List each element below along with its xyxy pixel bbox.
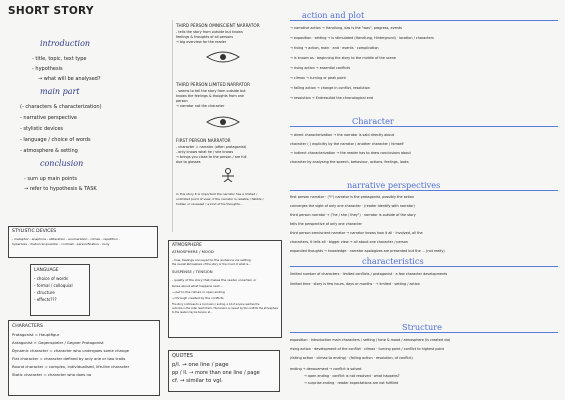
conclusion-heading: conclusion	[40, 159, 84, 168]
narrative-header	[290, 180, 558, 191]
third-omniscient-title: THIRD PERSON OMNISCIENT NARRATOR	[176, 23, 260, 28]
language-item: - effects???	[34, 297, 57, 302]
first-person-title: FIRST PERSON NARRATOR	[176, 138, 231, 143]
narrator-line: - seems to tell the story from outside but	[176, 89, 246, 93]
character-list	[290, 133, 560, 175]
action-line: → is known as · beginning the story to the middle of the scene	[290, 56, 396, 60]
atmosphere-box	[168, 240, 282, 338]
intro-heading: introduction	[40, 39, 91, 48]
quotes-line: p/l. → one line / page	[172, 362, 229, 368]
characteristics-header	[290, 256, 558, 267]
character-line: → direct characterization → the narrator is said directly about	[290, 133, 395, 137]
narrator-line: knows the feelings & thoughts from one	[176, 94, 245, 98]
character-heading: Character	[352, 116, 394, 126]
characters-line: Protagonist = Hauptfigur	[12, 332, 60, 337]
narrator-line: feelings & thoughts of all persons	[176, 35, 234, 39]
characters-line: Round character = complex, individualised, life-like character	[12, 364, 130, 369]
action-line: → rising → action, main · and · events · complication	[290, 46, 379, 50]
stylistic-line: - metaphor - anaphora - alliteration - enumeration - climax - repetition -	[12, 237, 120, 241]
main-item: - stylistic devices	[20, 126, 64, 132]
structure-of-analysis-box	[8, 22, 153, 222]
action-plot-heading: action and plot	[302, 10, 365, 20]
narrator-note: unlimited point of view, if the narrator is reliable / fallible /	[176, 197, 264, 201]
narrator-note: hidden or revealed / a kind of his thoughts...	[176, 202, 243, 206]
characters-line: Antagonist = Gegenspieler / Gegner Protagonist	[12, 340, 104, 345]
narrative-line: tells the perspective of only one character	[290, 222, 362, 226]
structure-line: → open ending · conflict is not resolved · what happens?	[304, 374, 400, 378]
narrator-line: due to glasses	[176, 160, 201, 164]
main-item: - narrative perspective	[20, 115, 77, 121]
character-line: character ( ) explicitly by the narrator / another character / himself	[290, 142, 404, 146]
narrative-heading: narrative perspectives	[347, 180, 441, 190]
main-item: - atmosphere & setting	[20, 148, 78, 154]
narrative-line: third person narrator → ("he / she / they") · narrator is outside of the story	[290, 213, 416, 217]
narrator-line: → narrator not the character	[176, 104, 225, 108]
language-item: - structure	[34, 290, 55, 295]
quotes-line: pp / ll. → more than one line / page	[172, 370, 260, 376]
structure-line: rising action · development of the conflict · climax · turning point / conflict to highest point	[290, 347, 444, 351]
characteristics-heading: characteristics	[362, 256, 424, 266]
action-line: → falling action → change in conflict, resolution	[290, 86, 370, 90]
characters-line: Static character = character who does no	[12, 372, 92, 377]
action-line: → resolution → Endresultat the chronological end	[290, 96, 374, 100]
atmosphere-line: the overall atmosphere of the story or the mood of what is...	[172, 263, 251, 266]
atmosphere-line: - quality of the story that makes the reader uncertain or	[172, 278, 257, 282]
stick-figure-icon	[213, 168, 243, 182]
characteristics-list	[290, 272, 560, 294]
narrator-line: - tells the story from outside but knows	[176, 30, 243, 34]
action-line: → narrative action → Handlung, das is the "was", progress, events	[290, 26, 402, 30]
intro-item: → what will be analysed?	[38, 76, 101, 82]
atmosphere-line: tense about what happens next...	[172, 284, 223, 288]
action-plot-header	[290, 10, 558, 21]
language-heading: LANGUAGE	[34, 268, 59, 273]
atmosphere-sub: ATMOSPHERE / MOOD	[172, 249, 214, 254]
characters-line: Dynamic character = character who undergoes some change	[12, 348, 129, 353]
stylistic-devices-box	[8, 226, 158, 258]
narrative-line: characters, it tells all · bigger view → all about one character / person	[290, 240, 409, 244]
quotes-line: cf. → similar to vgl.	[172, 378, 223, 384]
structure-line: exposition · introduction main characters / setting / tone & mood / atmosphere (is created via)	[290, 338, 451, 342]
narrative-line: expanded thoughts → knowledge · narrator apologizes are presented but the ... (not really)	[290, 249, 445, 253]
action-line: → rising action → essential conflicts	[290, 66, 351, 70]
narrative-line: third person omniscient narrator → narrator knows how it all · involved, all the	[290, 231, 423, 235]
atmosphere-line: → through created by the conflicts	[172, 296, 224, 300]
character-line: character by analysing the speech, behaviour, actions, feelings, looks	[290, 160, 409, 164]
language-box	[30, 264, 90, 316]
atmosphere-line: The story continues to a conclusion / ending, a lot of anyone reaches the	[172, 303, 260, 306]
page-title: SHORT STORY	[8, 5, 94, 17]
main-item: (- characters & characterization)	[20, 104, 102, 110]
atmosphere-line: → put to the climax or open ending	[172, 290, 225, 294]
narrator-note: In this story it is important the narrator has a limited /	[176, 192, 258, 196]
structure-line: ending → denouement → conflict is solved	[290, 367, 362, 371]
structure-line: → surprise ending · reader expectations are not fulfilled	[304, 381, 399, 385]
characteristics-line: limited time · story is few hours, days or months · → limited · setting / action	[290, 282, 420, 286]
eye-icon	[203, 115, 243, 129]
narrator-line: → big overview for the reader	[176, 40, 227, 44]
quotes-box	[168, 350, 280, 392]
narrator-line: - character = narrator (often protagonist)	[176, 145, 247, 149]
eye-icon	[203, 50, 243, 64]
third-limited-title: THIRD PERSON LIMITED NARRATOR	[176, 82, 251, 87]
atmosphere-line: SUSPENSE / TENSION	[172, 269, 213, 274]
structure-header	[290, 322, 558, 333]
structure-line: (falling action · climax to ending) · (falling action · resolution, of conflict)	[290, 356, 413, 360]
action-line: → climax → turning or peak point	[290, 76, 346, 80]
narrative-list	[290, 195, 560, 265]
atmosphere-heading: ATMOSPHERE	[172, 243, 202, 248]
language-item: - choice of words	[34, 276, 68, 281]
characters-box	[8, 320, 160, 396]
atmosphere-line: - how, feelings conveyed to the audience via setting	[172, 258, 251, 262]
structure-heading: Structure	[402, 322, 442, 332]
intro-item: - hypothesis	[32, 66, 63, 72]
atmosphere-line: to the reader may be tension at...	[172, 311, 213, 314]
narrative-line: converges the sight of only one character · (reader identify with narrator)	[290, 204, 415, 208]
narrator-line: → brings you close to the person / are full	[176, 155, 247, 159]
conclusion-item: → refer to hypothesis & TASK	[24, 186, 97, 192]
language-item: - formal / colloquial	[34, 283, 73, 288]
narrators-column	[172, 20, 283, 232]
narrative-line: first person narrator · ("I") narrator is the protagonist, possibly the action	[290, 195, 415, 199]
narrator-line: person	[176, 99, 188, 103]
action-plot-list	[290, 26, 560, 116]
quotes-heading: QUOTES	[172, 353, 193, 359]
intro-item: - title, topic, text type	[32, 56, 87, 62]
action-line: → exposition · setting → is stimulated (Handlung, Hintergrund) · location / characters	[290, 36, 434, 40]
character-line: → indirect characterization → the reader has to draw conclusions about	[290, 151, 411, 155]
narrator-line: - only knows what he / she knows	[176, 150, 234, 154]
structure-list	[290, 338, 560, 398]
stylistic-line: hyperbole - rhetorical question - contrast - personification - irony	[12, 242, 110, 246]
character-header	[290, 116, 558, 127]
characters-line: Flat character = character defined by only one or two traits	[12, 356, 126, 361]
main-part-heading: main part	[40, 87, 80, 96]
conclusion-item: - sum up main points	[24, 176, 77, 182]
atmosphere-line: outcome in the outer reach them, The tension is caused by the conflicts the atmosphere	[172, 307, 279, 310]
stylistic-heading: STYLISTIC DEVICES	[12, 229, 57, 234]
main-item: - language / choice of words	[20, 137, 91, 143]
characters-heading: CHARACTERS	[12, 324, 43, 329]
characteristics-line: limited number of characters · limited conflicts / protagonist · a few character developments	[290, 272, 448, 276]
